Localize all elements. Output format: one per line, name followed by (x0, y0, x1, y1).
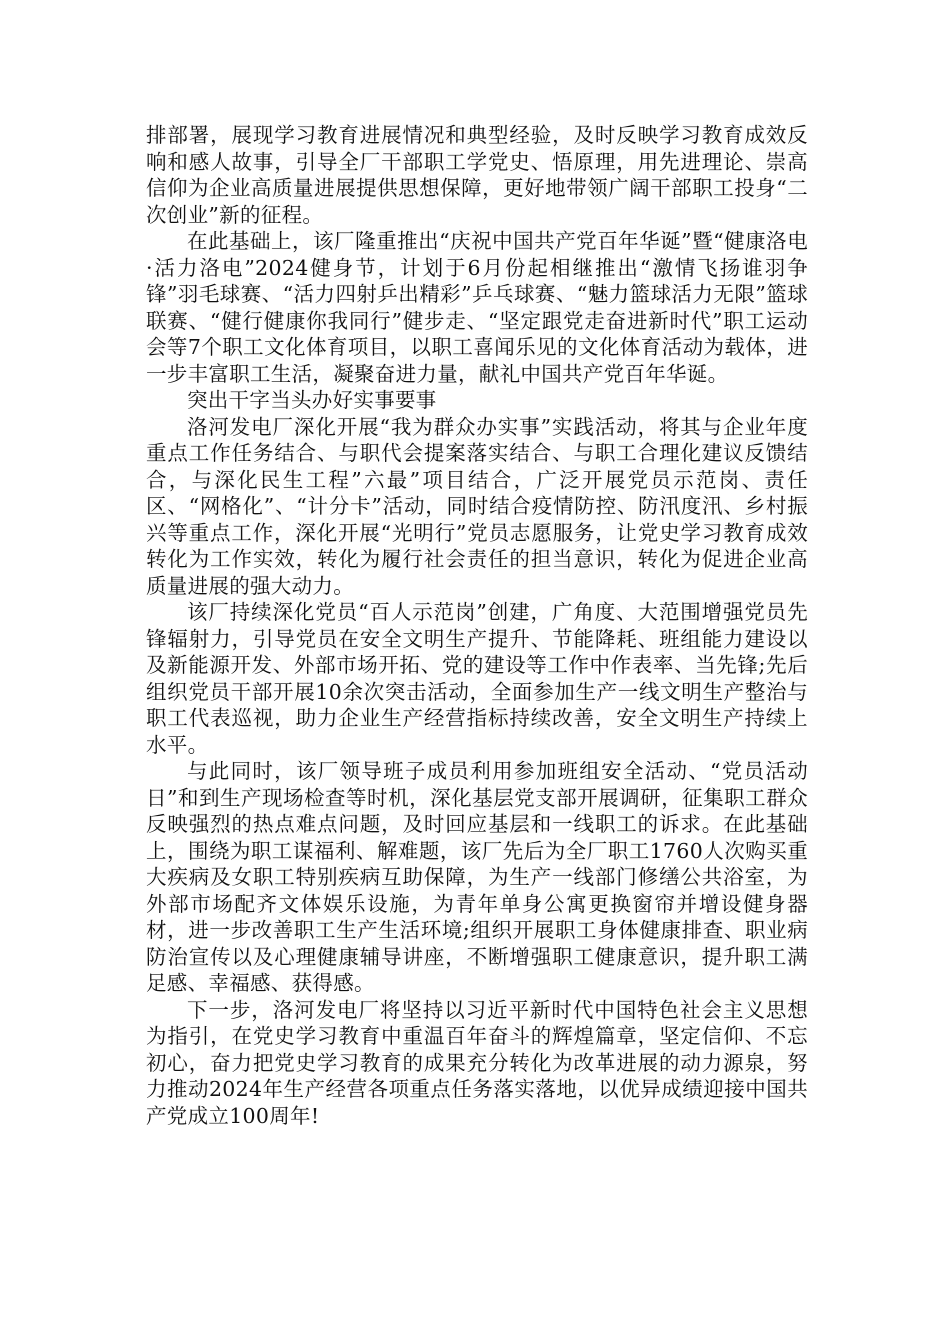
paragraph-model-posts: 该厂持续深化党员“百人示范岗”创建，广角度、大范围增强党员先锋辐射力，引导党员在安全文明生产提升、节能降耗、班组能力建设以及新能源开发、外部市场开拓、党的建设等工作中作表率、当先锋;先后组织党员干部开展10余次突击活动，全面参加生产一线文明生产整治与职工代表巡视，助力企业生产经营指标持续改善，安全文明生产持续上水平。 (146, 600, 808, 757)
paragraph-employee-welfare: 与此同时，该厂领导班子成员利用参加班组安全活动、“党员活动日”和到生产现场检查等时机，深化基层党支部开展调研，征集职工群众反映强烈的热点难点问题，及时回应基层和一线职工的诉求。在此基础上，围绕为职工谋福利、解难题，该厂先后为全厂职工1760人次购买重大疾病及女职工特别疾病互助保障，为生产一线部门修缮公共浴室，为外部市场配齐文体娱乐设施，为青年单身公寓更换窗帘并增设健身器材，进一步改善职工生产生活环境;组织开展职工身体健康排查、职业病防治宣传以及心理健康辅导讲座，不断增强职工健康意识，提升职工满足感、幸福感、获得感。 (146, 759, 808, 995)
paragraph-next-steps: 下一步，洛河发电厂将坚持以习近平新时代中国特色社会主义思想为指引，在党史学习教育中重温百年奋斗的辉煌篇章，坚定信仰、不忘初心，奋力把党史学习教育的成果充分转化为改革进展的动力源泉，努力推动2024年生产经营各项重点任务落实落地，以优异成绩迎接中国共产党成立100周年! (146, 997, 808, 1128)
paragraph-continuation: 排部署，展现学习教育进展情况和典型经验，及时反映学习教育成效反响和感人故事，引导全厂干部职工学党史、悟原理，用先进理论、崇高信仰为企业高质量进展提供思想保障，更好地带领广阔干部职工投身“二次创业”新的征程。 (146, 123, 808, 227)
paragraph-fitness-festival: 在此基础上，该厂隆重推出“庆祝中国共产党百年华诞”暨“健康洛电·活力洛电”2024健身节，计划于6月份起相继推出“激情飞扬谁羽争锋”羽毛球赛、“活力四射乒出精彩”乒乓球赛、“魅力篮球活力无限”篮球联赛、“健行健康你我同行”健步走、“坚定跟党走奋进新时代”职工运动会等7个职工文化体育项目，以职工喜闻乐见的文化体育活动为载体，进一步丰富职工生活，凝聚奋进力量，献礼中国共产党百年华诞。 (146, 229, 808, 386)
document-body (146, 122, 808, 1129)
section-heading: 突出干字当头办好实事要事 (187, 388, 437, 412)
paragraph-practical-activities: 洛河发电厂深化开展“我为群众办实事”实践活动，将其与企业年度重点工作任务结合、与职代会提案落实结合、与职工合理化建议反馈结合，与深化民生工程”六最”项目结合，广泛开展党员示范岗、责任区、“网格化”、“计分卡”活动，同时结合疫情防控、防汛度汛、乡村振兴等重点工作，深化开展“光明行”党员志愿服务，让党史学习教育成效转化为工作实效，转化为履行社会责任的担当意识，转化为促进企业高质量进展的强大动力。 (146, 414, 808, 598)
